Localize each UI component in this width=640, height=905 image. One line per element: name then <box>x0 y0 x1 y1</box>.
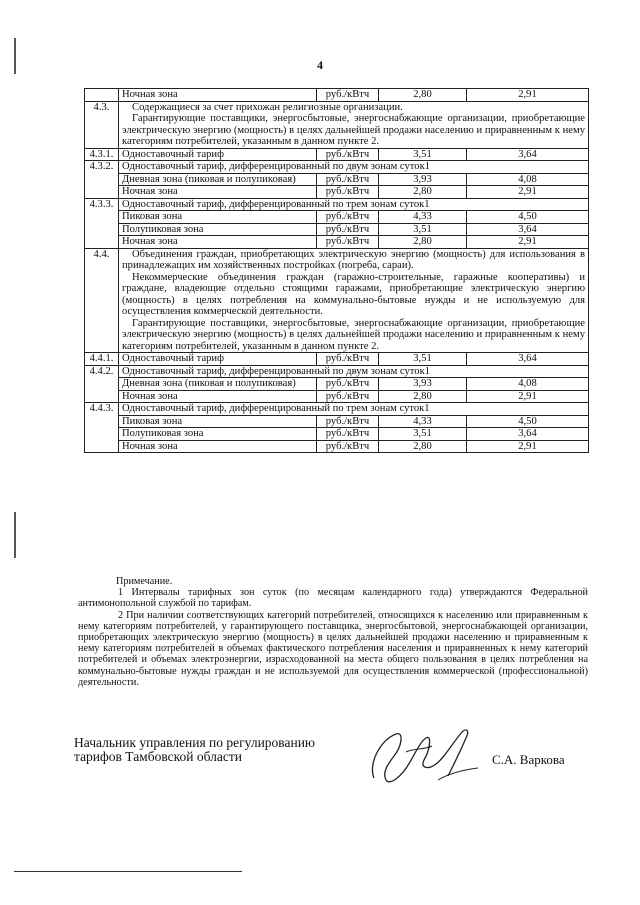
table-row <box>85 223 589 236</box>
value-cell: 4,50 <box>467 415 589 428</box>
section-text <box>119 248 589 353</box>
notes <box>78 576 588 688</box>
value-cell: 3,51 <box>379 428 467 441</box>
unit-cell: руб./кВтч <box>317 390 379 403</box>
table-row <box>85 415 589 428</box>
row-label: Пиковая зона <box>119 415 317 428</box>
section-code: 4.3.3. <box>85 198 119 248</box>
value-cell: 4,08 <box>467 173 589 186</box>
value-cell: 2,80 <box>379 186 467 199</box>
section-code: 4.4.3. <box>85 403 119 453</box>
value-cell: 4,33 <box>379 211 467 224</box>
tariff-table <box>84 88 589 453</box>
table-row <box>85 440 589 453</box>
unit-cell: руб./кВтч <box>317 186 379 199</box>
section-paragraph: Содержащиеся за счет прихожан религиозные организации. <box>132 101 403 113</box>
section-paragraph: Гарантирующие поставщики, энергосбытовые, энергоснабжающие организации, приобретающие электрическую энергию (мощность) в целях дальнейшей продажи населению и приравненным к нему категориям потребителей, указанным в данном пункте 2. <box>122 317 585 352</box>
value-cell: 2,91 <box>467 89 589 102</box>
signatory-title-line: тарифов Тамбовской области <box>74 749 242 764</box>
section-code: 4.4.1. <box>85 353 119 366</box>
value-cell: 2,80 <box>379 440 467 453</box>
handwritten-signature <box>366 722 486 788</box>
table-row <box>85 378 589 391</box>
table-row <box>85 353 589 366</box>
section-row-4-4 <box>85 248 589 353</box>
unit-cell: руб./кВтч <box>317 223 379 236</box>
section-paragraph: Некоммерческие объединения граждан (гаражно-строительные, гаражные кооперативы) и граждане, владеющие отдельно стоящими гаражами, приобретающие электрическую энергию (мощность) в целях потребления на коммунально-бытовые нужды и не используемую для осуществления коммерческой деятельности. <box>122 271 585 317</box>
row-label: Полупиковая зона <box>119 223 317 236</box>
value-cell: 2,80 <box>379 236 467 249</box>
row-label: Ночная зона <box>119 390 317 403</box>
value-cell: 4,50 <box>467 211 589 224</box>
unit-cell: руб./кВтч <box>317 211 379 224</box>
unit-cell: руб./кВтч <box>317 440 379 453</box>
unit-cell: руб./кВтч <box>317 173 379 186</box>
row-label: Ночная зона <box>119 89 317 102</box>
note-1: 1 Интервалы тарифных зон суток (по месяцам календарного года) утверждаются Федеральной антимонопольной службой по тарифам. <box>78 587 588 610</box>
row-label: Дневная зона (пиковая и полупиковая) <box>119 378 317 391</box>
subsection-label: Одноставочный тариф, дифференцированный по двум зонам суток1 <box>119 365 589 378</box>
notes-heading: Примечание. <box>116 576 173 587</box>
section-code: 4.3.2. <box>85 161 119 199</box>
value-cell: 3,51 <box>379 223 467 236</box>
value-cell: 3,93 <box>379 378 467 391</box>
value-cell: 3,93 <box>379 173 467 186</box>
section-text <box>119 101 589 148</box>
table-row <box>85 428 589 441</box>
subsection-row <box>85 403 589 416</box>
value-cell: 3,64 <box>467 148 589 161</box>
value-cell: 3,64 <box>467 223 589 236</box>
section-paragraph: Объединения граждан, приобретающих электрическую энергию (мощность) для использования в принадлежащих им хозяйственных постройках (погреба, сараи). <box>122 248 585 271</box>
unit-cell: руб./кВтч <box>317 415 379 428</box>
signatory-title <box>74 736 315 764</box>
unit-cell: руб./кВтч <box>317 378 379 391</box>
row-label: Полупиковая зона <box>119 428 317 441</box>
value-cell: 2,91 <box>467 440 589 453</box>
row-label: Ночная зона <box>119 440 317 453</box>
section-paragraph: Гарантирующие поставщики, энергосбытовые, энергоснабжающие организации, приобретающие электрическую энергию (мощность) в целях дальнейшей продажи населению и приравненным к нему категориям потребителей, указанным в данном пункте 2. <box>122 113 585 147</box>
value-cell: 3,51 <box>379 353 467 366</box>
value-cell: 4,33 <box>379 415 467 428</box>
value-cell: 4,08 <box>467 378 589 391</box>
row-label: Одноставочный тариф <box>119 353 317 366</box>
signatory-name: С.А. Варкова <box>492 752 565 767</box>
note-2: 2 При наличии соответствующих категорий потребителей, относящихся к населению или приравненным к нему категориям потребителей, у гарантирующего поставщика, энергосбытовой, энергоснабжающей организации, приобретающих электрическую энергию (мощность) в целях дальнейшей продажи населению и приравненным к нему категориям потребителей в объемах фактического потребления населения и приравненных к нему категорий потребителей и объемах электроэнергии, израсходованной на места общего пользования в целях потребления на коммунально-бытовые нужды граждан и не используемой для осуществления коммерческой (профессиональной) деятельности. <box>78 609 588 688</box>
unit-cell: руб./кВтч <box>317 428 379 441</box>
row-label: Одноставочный тариф <box>119 148 317 161</box>
section-code: 4.3.1. <box>85 148 119 161</box>
unit-cell: руб./кВтч <box>317 89 379 102</box>
table-row <box>85 211 589 224</box>
unit-cell: руб./кВтч <box>317 148 379 161</box>
subsection-label: Одноставочный тариф, дифференцированный по трем зонам суток1 <box>119 403 589 416</box>
value-cell: 3,64 <box>467 428 589 441</box>
section-code: 4.4.2. <box>85 365 119 403</box>
row-label: Дневная зона (пиковая и полупиковая) <box>119 173 317 186</box>
value-cell: 2,91 <box>467 186 589 199</box>
table-row <box>85 148 589 161</box>
value-cell: 2,91 <box>467 390 589 403</box>
table-row <box>85 186 589 199</box>
section-code: 4.4. <box>85 248 119 353</box>
value-cell: 3,64 <box>467 353 589 366</box>
table-row <box>85 390 589 403</box>
table-row <box>85 236 589 249</box>
section-code: 4.3. <box>85 101 119 148</box>
value-cell: 2,80 <box>379 390 467 403</box>
value-cell: 2,91 <box>467 236 589 249</box>
subsection-row <box>85 365 589 378</box>
table-row <box>85 89 589 102</box>
subsection-row <box>85 198 589 211</box>
page-number: 4 <box>317 58 323 72</box>
table-row <box>85 173 589 186</box>
row-label: Ночная зона <box>119 236 317 249</box>
unit-cell: руб./кВтч <box>317 353 379 366</box>
footer-rule <box>14 871 242 872</box>
value-cell: 3,51 <box>379 148 467 161</box>
subsection-row <box>85 161 589 174</box>
row-label: Пиковая зона <box>119 211 317 224</box>
row-label: Ночная зона <box>119 186 317 199</box>
value-cell: 2,80 <box>379 89 467 102</box>
subsection-label: Одноставочный тариф, дифференцированный по трем зонам суток1 <box>119 198 589 211</box>
unit-cell: руб./кВтч <box>317 236 379 249</box>
section-row-4-3 <box>85 101 589 148</box>
signatory-title-line: Начальник управления по регулированию <box>74 735 316 750</box>
subsection-label: Одноставочный тариф, дифференцированный по двум зонам суток1 <box>119 161 589 174</box>
scan-mark-bottom <box>14 512 16 558</box>
